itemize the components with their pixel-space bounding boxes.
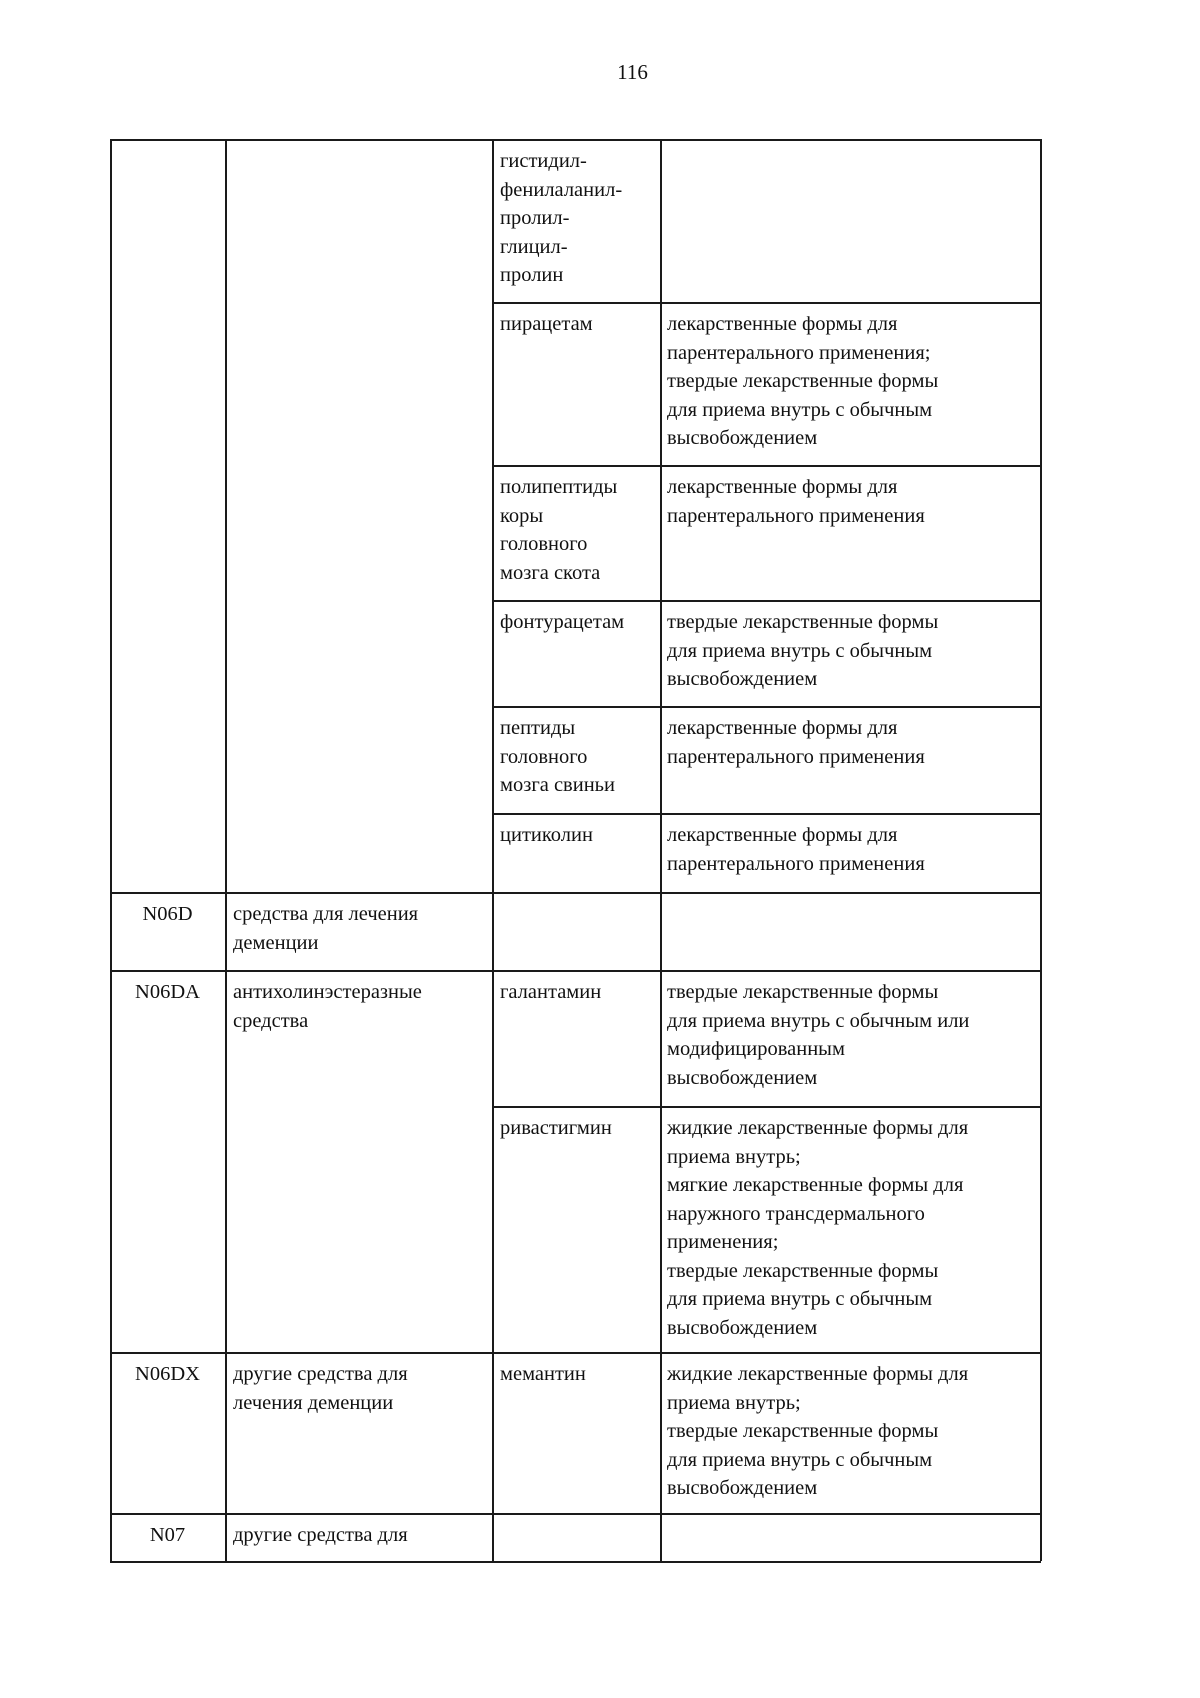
page-number: 116 [617, 60, 648, 84]
row-divider [110, 1352, 1040, 1354]
substance-cell [500, 310, 652, 339]
forms-cell [667, 821, 1033, 878]
column-divider [660, 139, 662, 1561]
code-cell [110, 1360, 225, 1389]
row-divider [110, 1513, 1040, 1515]
group-cell [233, 1521, 484, 1550]
forms-cell [667, 1114, 1033, 1342]
code-cell [110, 978, 225, 1007]
row-divider [492, 706, 1040, 708]
substance-cell [500, 147, 652, 290]
cell-line: мозга скота [500, 561, 601, 584]
cell-line: парентерального применения [667, 745, 925, 768]
table-border-right [1040, 139, 1042, 1561]
table-border-top [110, 139, 1040, 141]
cell-line: применения; [667, 1231, 779, 1253]
cell-line: твердые лекарственные формы [667, 370, 939, 392]
cell-line: приема внутрь; [667, 1145, 801, 1168]
cell-line: твердые лекарственные формы [667, 1420, 939, 1442]
cell-line: ривастигмин [500, 1117, 612, 1139]
cell-line: пролил- [500, 207, 570, 229]
cell-line: высвобождением [667, 1316, 818, 1339]
forms-cell [667, 310, 1033, 453]
row-divider [110, 892, 1040, 894]
code-cell [110, 1521, 225, 1550]
cell-line: лекарственные формы для [667, 476, 898, 498]
cell-line: твердые лекарственные формы [667, 611, 939, 633]
cell-line: высвобождением [667, 1477, 818, 1499]
cell-line: глицил- [500, 235, 568, 258]
forms-cell [667, 608, 1033, 694]
group-cell [233, 1360, 484, 1417]
cell-line: средства [233, 1009, 309, 1032]
cell-line: парентерального применения; [667, 341, 931, 364]
cell-line: N06D [142, 903, 193, 925]
cell-line: парентерального применения [667, 504, 925, 527]
cell-line: головного [500, 533, 588, 555]
row-divider [492, 1106, 1040, 1108]
group-cell [233, 900, 484, 957]
cell-line: гистидил- [500, 150, 587, 172]
cell-line: высвобождением [667, 1066, 818, 1089]
forms-cell [667, 473, 1033, 530]
cell-line: пептиды [500, 717, 576, 739]
cell-line: твердые лекарственные формы [667, 1259, 939, 1282]
cell-line: другие средства для [233, 1363, 408, 1385]
cell-line: антихолинэстеразные [233, 981, 422, 1003]
cell-line: парентерального применения [667, 852, 925, 875]
substance-cell [500, 473, 652, 587]
cell-line: высвобождением [667, 668, 818, 690]
cell-line: фенилаланил- [500, 178, 623, 201]
substance-cell [500, 1360, 652, 1389]
cell-line: N07 [149, 1524, 186, 1546]
cell-line: жидкие лекарственные формы для [667, 1363, 969, 1385]
cell-line: наружного трансдермального [667, 1202, 925, 1225]
code-cell [110, 900, 225, 929]
substance-cell [500, 821, 652, 850]
cell-line: головного [500, 745, 588, 768]
cell-line: лекарственные формы для [667, 313, 898, 335]
cell-line: мозга свиньи [500, 774, 615, 796]
cell-line: высвобождением [667, 427, 818, 449]
row-divider [492, 600, 1040, 602]
cell-line: мягкие лекарственные формы для [667, 1174, 964, 1196]
forms-cell [667, 1360, 1033, 1503]
cell-line: приема внутрь; [667, 1391, 801, 1414]
substance-cell [500, 978, 652, 1007]
group-cell [233, 978, 484, 1035]
cell-line: лекарственные формы для [667, 824, 898, 846]
cell-line: пролин [500, 264, 564, 286]
cell-line: N06DX [135, 1363, 200, 1385]
cell-line: средства для лечения [233, 903, 419, 925]
table-border-bottom [110, 1561, 1041, 1563]
cell-line: для приема внутрь с обычным или [667, 1009, 970, 1032]
cell-line: жидкие лекарственные формы для [667, 1117, 969, 1139]
cell-line: коры [500, 504, 544, 527]
cell-line: пирацетам [500, 313, 593, 335]
cell-line: лечения деменции [233, 1391, 394, 1414]
cell-line: галантамин [500, 981, 602, 1003]
row-divider [492, 302, 1040, 304]
cell-line: полипептиды [500, 476, 618, 498]
cell-line: N06DA [135, 981, 200, 1003]
row-divider [492, 465, 1040, 467]
substance-cell [500, 1114, 652, 1143]
cell-line: для приема внутрь с обычным [667, 1448, 933, 1471]
cell-line: модифицированным [667, 1038, 845, 1060]
column-divider [492, 139, 494, 1561]
substance-cell [500, 714, 652, 800]
forms-cell [667, 714, 1033, 771]
cell-line: фонтурацетам [500, 611, 625, 633]
cell-line: деменции [233, 931, 319, 954]
cell-line: цитиколин [500, 824, 593, 846]
cell-line: для приема внутрь с обычным [667, 398, 933, 421]
cell-line: мемантин [500, 1363, 586, 1385]
row-divider [110, 970, 1040, 972]
table-border-left [110, 139, 112, 1561]
row-divider [492, 813, 1040, 815]
forms-cell [667, 978, 1033, 1092]
cell-line: другие средства для [233, 1524, 408, 1546]
column-divider [225, 139, 227, 1561]
cell-line: для приема внутрь с обычным [667, 639, 933, 662]
cell-line: лекарственные формы для [667, 717, 898, 739]
cell-line: для приема внутрь с обычным [667, 1288, 933, 1310]
substance-cell [500, 608, 652, 637]
cell-line: твердые лекарственные формы [667, 981, 939, 1003]
